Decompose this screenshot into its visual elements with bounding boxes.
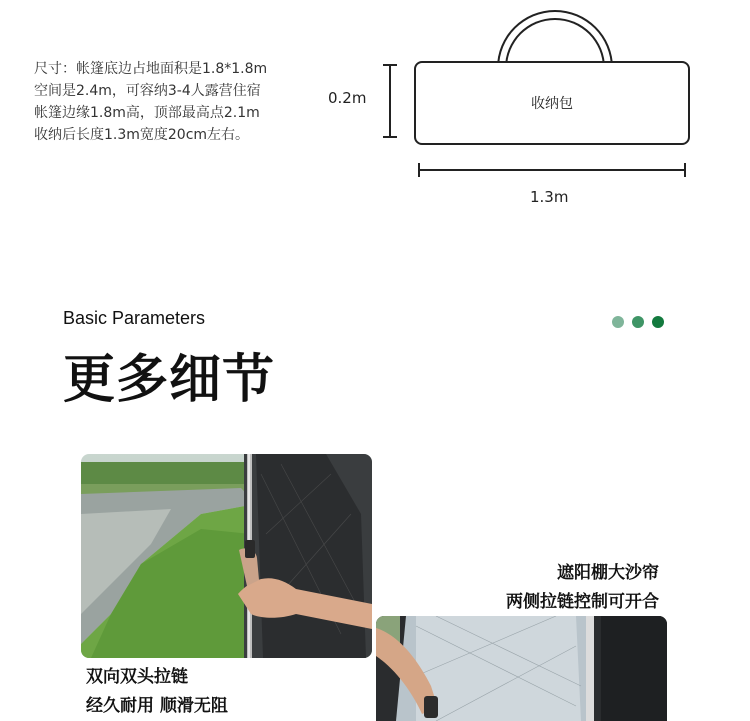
- sunshade-caption: [506, 559, 659, 617]
- spec-line: 空间是2.4m，可容纳3-4人露营住宿: [34, 83, 261, 99]
- section-subtitle: Basic Parameters: [63, 308, 206, 328]
- length-label: 1.3m: [530, 188, 569, 206]
- decorative-dots: [612, 316, 664, 328]
- sunshade-caption-line: 遮阳棚大沙帘: [557, 563, 659, 583]
- spec-line: 帐篷边缘1.8m高，顶部最高点2.1m: [34, 105, 260, 121]
- zipper-caption-line: 经久耐用 顺滑无阻: [86, 696, 228, 716]
- section-title: 更多细节: [63, 350, 276, 410]
- height-label: 0.2m: [328, 89, 367, 107]
- spec-line: 尺寸：帐篷底边占地面积是1.8*1.8m: [34, 61, 268, 77]
- sunshade-curtain-photo: [376, 616, 667, 721]
- sunshade-photo-illustration: [376, 616, 667, 721]
- storage-bag: [414, 61, 690, 145]
- dot-light: [612, 316, 624, 328]
- zipper-caption: [86, 663, 228, 721]
- spec-text-block: [34, 58, 324, 146]
- sunshade-caption-line: 两侧拉链控制可开合: [506, 592, 659, 612]
- bag-label: 收纳包: [531, 96, 573, 112]
- storage-bag-diagram: [320, 0, 740, 220]
- zipper-caption-line: 双向双头拉链: [86, 667, 188, 687]
- length-dimension-line: [418, 169, 686, 171]
- zipper-detail-photo: [81, 454, 372, 658]
- length-dimension-cap-right: [684, 163, 686, 177]
- spec-line: 收纳后长度1.3m宽度20cm左右。: [34, 127, 250, 143]
- height-dimension-line: [389, 64, 391, 138]
- length-dimension-cap-left: [418, 163, 420, 177]
- height-dimension-cap-bottom: [383, 136, 397, 138]
- zipper-photo-illustration: [81, 454, 372, 658]
- dot-medium: [632, 316, 644, 328]
- height-dimension-cap-top: [383, 64, 397, 66]
- dot-dark: [652, 316, 664, 328]
